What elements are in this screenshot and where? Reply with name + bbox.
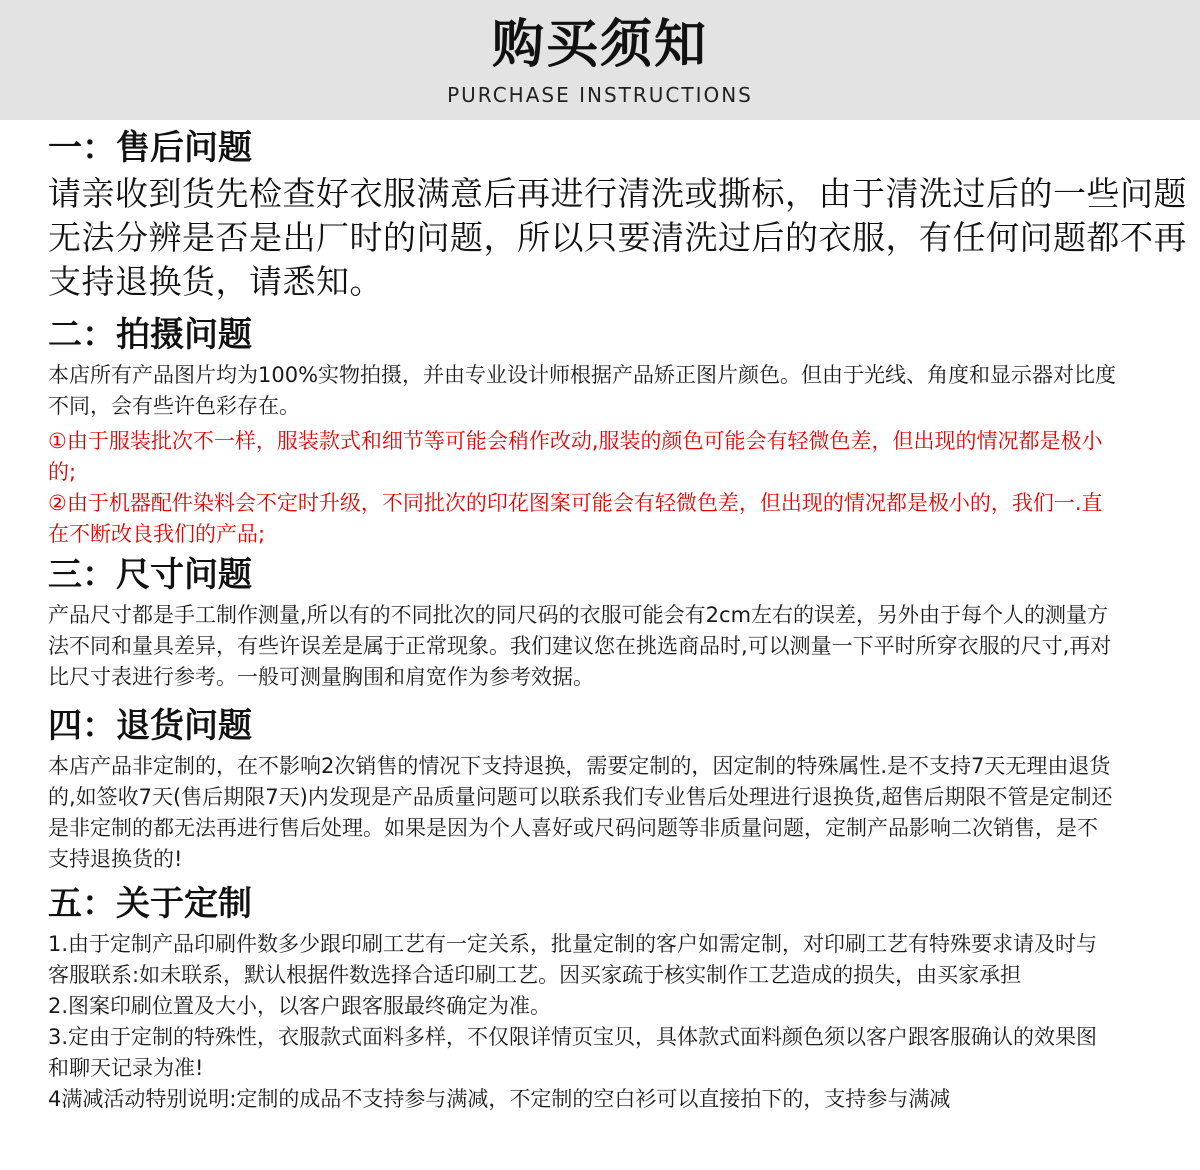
section-photography: [48, 310, 1194, 550]
page-title: 购买须知: [491, 15, 708, 75]
section-heading: 一：售后问题: [48, 128, 252, 168]
section-paragraph: 请亲收到货先检查好衣服满意后再进行清洗或撕标，由于清洗过后的一些问题无法分辨是否是出厂时的问题，所以只要清洗过后的衣服，有任何问题都不再支持退换货，请悉知。: [48, 174, 1187, 301]
list-item: 1.由于定制产品印刷件数多少跟印刷工艺有一定关系，批量定制的客户如需定制，对印刷工艺有特殊要求请及时与客服联系:如未联系，默认根据件数选择合适印刷工艺。因买家疏于核实制作工艺造成的损失，由买家承担: [48, 932, 1098, 987]
section-paragraph: 本店所有产品图片均为100%实物拍摄，并由专业设计师根据产品矫正图片颜色。但由于光线、角度和显示器对比度不同，会有些许色彩存在。: [48, 363, 1117, 418]
warning-note: ①由于服装批次不一样，服装款式和细节等可能会稍作改动,服装的颜色可能会有轻微色差，但出现的情况都是极小的;: [48, 429, 1103, 484]
section-heading: 二：拍摄问题: [48, 315, 252, 355]
section-returns: [48, 701, 1194, 875]
section-heading: 四：退货问题: [48, 706, 252, 746]
section-paragraph: 本店产品非定制的，在不影响2次销售的情况下支持退换，需要定制的，因定制的特殊属性.是不支持7天无理由退货的,如签收7天(售后期限7天)内发现是产品质量问题可以联系我们专业售后处理进行退换货,超售后期限不管是定制还是非定制的都无法再进行售后处理。如果是因为个人喜好或尺码问题等非质量问题，定制产品影响二次销售，是不支持退换货的!: [48, 754, 1113, 871]
section-heading: 三：尺寸问题: [48, 555, 252, 595]
list-item: 2.图案印刷位置及大小，以客户跟客服最终确定为准。: [48, 994, 552, 1018]
instructions-content: [48, 124, 1194, 1115]
warning-note: ②由于机器配件染料会不定时升级，不同批次的印花图案可能会有轻微色差，但出现的情况都是极小的，我们一.直在不断改良我们的产品;: [48, 491, 1103, 546]
section-heading: 五：关于定制: [48, 884, 252, 924]
section-paragraph: 产品尺寸都是手工制作测量,所以有的不同批次的同尺码的衣服可能会有2cm左右的误差，另外由于每个人的测量方法不同和量具差异，有些许误差是属于正常现象。我们建议您在挑选商品时,可以测量一下平时所穿衣服的尺寸,再对比尺寸表进行参考。一般可测量胸围和肩宽作为参考效据。: [48, 603, 1112, 689]
section-size: [48, 550, 1194, 693]
list-item: 3.定由于定制的特殊性，衣服款式面料多样，不仅限详情页宝贝，具体款式面料颜色须以客户跟客服确认的效果图和聊天记录为准!: [48, 1025, 1098, 1080]
page-subtitle: PURCHASE INSTRUCTIONS: [447, 83, 753, 107]
list-item: 4满减活动特别说明:定制的成品不支持参与满减，不定制的空白衫可以直接拍下的，支持参与满减: [48, 1087, 951, 1111]
header-banner: [0, 0, 1200, 120]
section-after-sales: [48, 124, 1194, 304]
section-customization: [48, 879, 1194, 1115]
